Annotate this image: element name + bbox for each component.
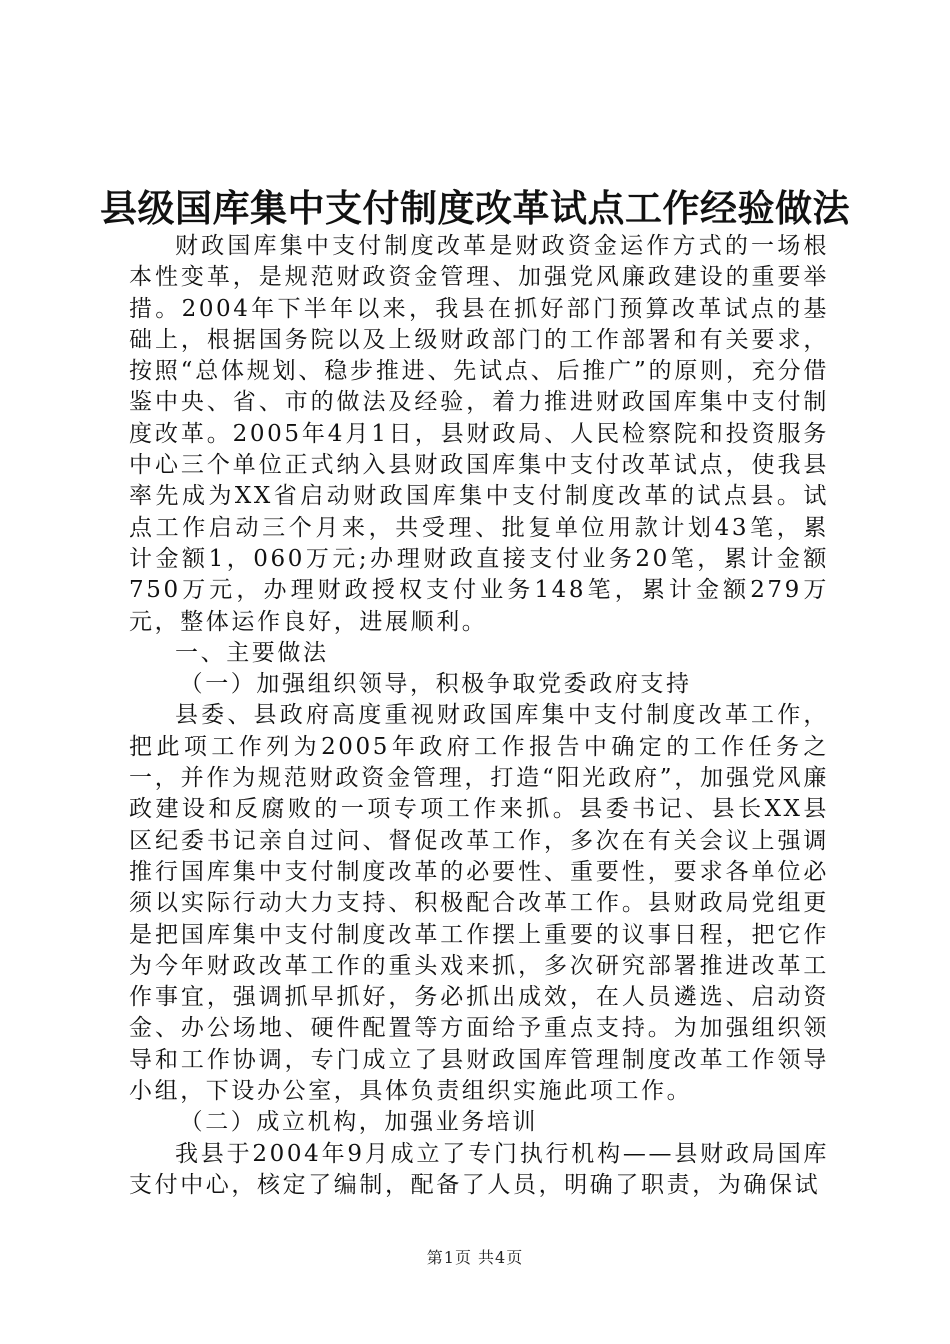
document-title: 县级国库集中支付制度改革试点工作经验做法 xyxy=(100,186,850,230)
paragraph-organization: 县委、县政府高度重视财政国库集中支付制度改革工作，把此项工作列为2005年政府工作报告中确定的工作任务之一，并作为规范财政资金管理，打造“阳光政府”，加强党风廉政建设和反腐败的一项专项工作来抓。县委书记、县长XX县区纪委书记亲自过问、督促改革工作，多次在有关会议上强调推行国库集中支付制度改革的必要性、重要性，要求各单位必须以实际行动大力支持、积极配合改革工作。县财政局党组更是把国库集中支付制度改革工作摆上重要的议事日程，把它作为今年财政改革工作的重头戏来抓，多次研究部署推进改革工作事宜，强调抓早抓好，务必抓出成效，在人员遴选、启动资金、办公场地、硬件配置等方面给予重点支持。为加强组织领导和工作协调，专门成立了县财政国库管理制度改革工作领导小组，下设办公室，具体负责组织实施此项工作。 xyxy=(129,702,829,1105)
subsection-heading-1: （一）加强组织领导，积极争取党委政府支持 xyxy=(179,671,692,698)
paragraph-intro: 财政国库集中支付制度改革是财政资金运作方式的一场根本性变革，是规范财政资金管理、加强党风廉政建设的重要举措。2004年下半年以来，我县在抓好部门预算改革试点的基础上，根据国务院以及上级财政部门的工作部署和有关要求，按照“总体规划、稳步推进、先试点、后推广”的原则，充分借鉴中央、省、市的做法及经验，着力推进财政国库集中支付制度改革。2005年4月1日，县财政局、人民检察院和投资服务中心三个单位正式纳入县财政国库集中支付改革试点，使我县率先成为XX省启动财政国库集中支付制度改革的试点县。试点工作启动三个月来，共受理、批复单位用款计划43笔，累计金额1，060万元;办理财政直接支付业务20笔，累计金额750万元，办理财政授权支付业务148笔，累计金额279万元，整体运作良好，进展顺利。 xyxy=(129,233,829,635)
section-heading-main-practices: 一、主要做法 xyxy=(175,639,329,666)
paragraph-institution: 我县于2004年9月成立了专门执行机构——县财政局国库支付中心，核定了编制，配备了人员，明确了职责，为确保试 xyxy=(129,1140,829,1198)
page-footer: 第1页 共4页 xyxy=(426,1248,524,1267)
document-body xyxy=(129,231,829,1201)
subsection-heading-2: （二）成立机构，加强业务培训 xyxy=(179,1109,538,1136)
